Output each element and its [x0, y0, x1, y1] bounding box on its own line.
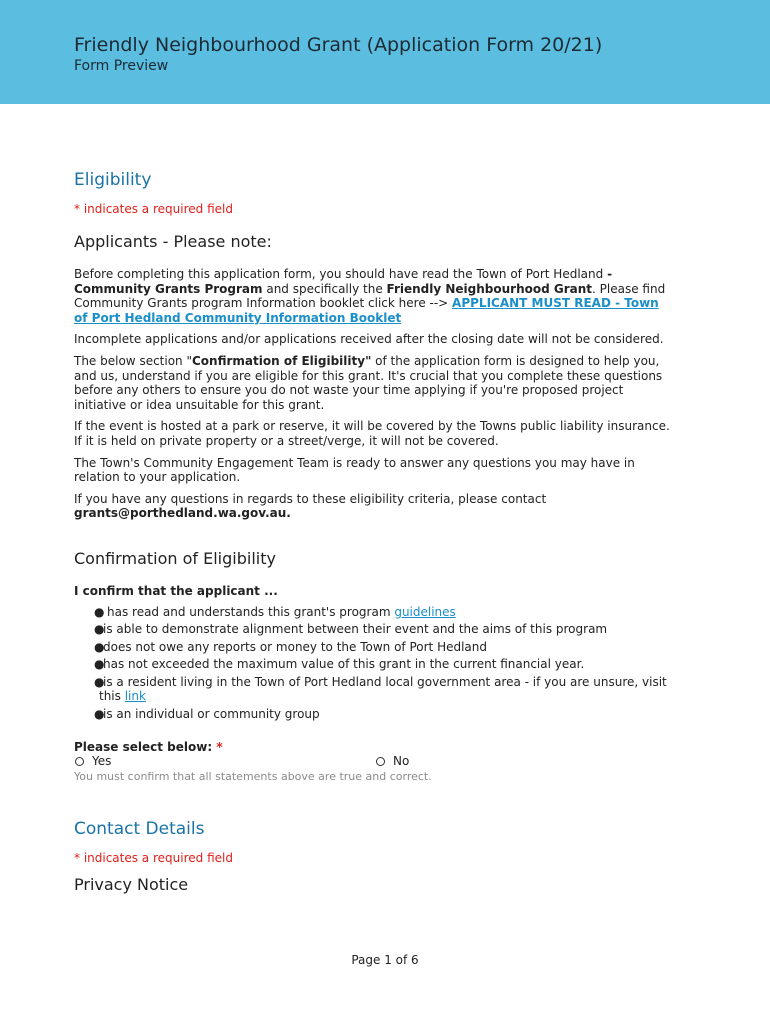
explainer-text-2: of the application form is designed to help you, and us, understand if you are eligible for this grant. It's crucial that you complete these questions before any others to ensure you do not waste your time applying if you're proposed project initiative or idea unsuitable for this grant.	[74, 353, 663, 412]
radio-circle-icon[interactable]	[75, 757, 84, 766]
eligibility-section-title: Eligibility	[74, 170, 152, 190]
checklist-item	[74, 605, 674, 620]
checklist-item-text: is a resident living in the Town of Port Hedland local government area - if you are unsure, visit this	[99, 674, 667, 704]
insurance-paragraph: If the event is hosted at a park or reserve, it will be covered by the Towns public liability insurance. If it is held on private property or a street/verge, it will not be covered.	[74, 419, 670, 448]
form-content	[74, 170, 674, 894]
information-booklet-link[interactable]: APPLICANT MUST READ - Town of Port Hedland Community Information Booklet	[74, 296, 659, 325]
resident-area-link[interactable]: link	[124, 689, 146, 704]
explainer-section-name: Confirmation of Eligibility"	[192, 353, 372, 368]
contact-email-paragraph	[74, 492, 674, 521]
checklist-item	[74, 622, 674, 637]
required-field-note: * indicates a required field	[74, 202, 233, 216]
intro-text-1: Before completing this application form, you should have read the Town of Port Hedland	[74, 267, 608, 281]
contact-email: grants@porthedland.wa.gov.au.	[74, 506, 291, 521]
radio-no-label: No	[393, 754, 410, 769]
confirmation-explainer-paragraph	[74, 354, 674, 412]
intro-grant-name: Friendly Neighbourhood Grant	[386, 281, 593, 296]
bullet-icon: ●	[94, 622, 105, 637]
privacy-notice-heading: Privacy Notice	[74, 875, 189, 895]
engagement-team-paragraph: The Town's Community Engagement Team is ready to answer any questions you may have in relation to your application.	[74, 455, 635, 485]
intro-paragraph	[74, 267, 674, 325]
required-star: *	[216, 739, 223, 754]
contact-section-title: Contact Details	[74, 819, 205, 840]
intro-text-2: and specifically the	[262, 281, 387, 296]
radio-circle-icon[interactable]	[376, 757, 385, 766]
confirmation-hint: You must confirm that all statements above are true and correct.	[74, 770, 432, 784]
bullet-icon: ●	[94, 674, 105, 689]
checklist-item	[74, 657, 674, 672]
bullet-icon: ●	[94, 707, 105, 722]
checklist-item-text: is able to demonstrate alignment between their event and the aims of this program	[103, 622, 608, 637]
confirmation-radio-group	[74, 754, 674, 770]
contact-required-note: * indicates a required field	[74, 851, 233, 866]
form-title: Friendly Neighbourhood Grant (Application Form 20/21)	[74, 34, 603, 56]
bullet-icon: ●	[94, 657, 105, 672]
radio-yes-label: Yes	[92, 754, 112, 769]
confirmation-checklist	[74, 605, 674, 722]
intro-program-name: - Community Grants Program	[74, 267, 613, 296]
bullet-icon: ●	[94, 604, 105, 619]
explainer-text-1: The below section "	[74, 353, 192, 368]
contact-text: If you have any questions in regards to these eligibility criteria, please contact	[74, 491, 547, 506]
page-number: Page 1 of 6	[351, 953, 419, 967]
select-below-label	[74, 740, 674, 755]
checklist-item-text: has read and understands this grant's program	[107, 604, 395, 619]
checklist-item-text: is an individual or community group	[103, 707, 320, 722]
intro-text-3: . Please find Community Grants program Information booklet click here -->	[74, 281, 666, 311]
checklist-item-text: has not exceeded the maximum value of this grant in the current financial year.	[103, 657, 585, 672]
bullet-icon: ●	[94, 639, 105, 654]
checklist-item	[74, 675, 674, 704]
radio-option-no[interactable]	[376, 754, 409, 768]
guidelines-link[interactable]: guidelines	[394, 604, 456, 619]
form-header	[0, 0, 770, 104]
radio-option-yes[interactable]	[75, 754, 111, 768]
confirmation-intro: I confirm that the applicant ...	[74, 583, 278, 598]
checklist-item	[74, 707, 674, 722]
form-subtitle: Form Preview	[74, 58, 169, 74]
checklist-item	[74, 640, 674, 655]
applicants-note-heading: Applicants - Please note:	[74, 232, 272, 251]
incomplete-applications-paragraph: Incomplete applications and/or applications received after the closing date will not be considered.	[74, 332, 664, 347]
confirmation-heading: Confirmation of Eligibility	[74, 548, 276, 568]
checklist-item-text: does not owe any reports or money to the Town of Port Hedland	[103, 639, 487, 654]
select-label-text: Please select below:	[74, 739, 217, 754]
